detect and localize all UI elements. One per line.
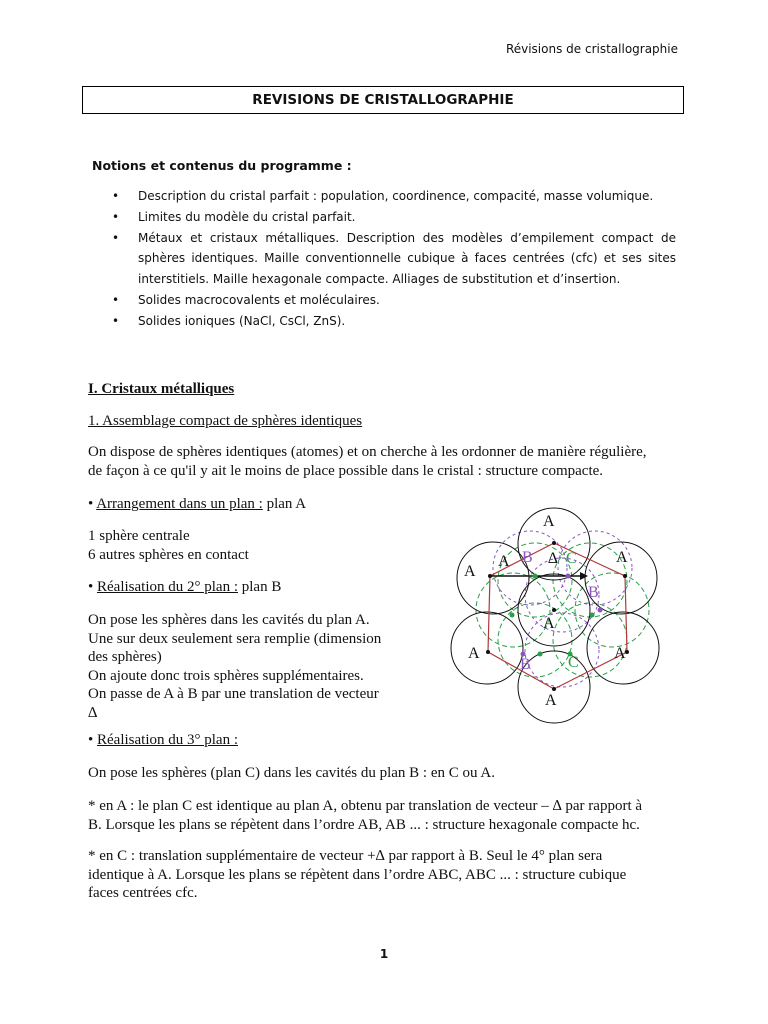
text-line: des sphères) [88,649,162,665]
label-delta: ∆ [548,550,558,567]
label-b: B [522,549,533,566]
plan-a-value: plan A [262,496,307,512]
running-header: Révisions de cristallographie [505,42,678,56]
plan-a-text [88,527,249,564]
programme-item: • Description du cristal parfait : population, coordinence, compacité, masse volumique. [112,186,676,207]
intro-line: de façon à ce qu'il y ait le moins de place possible dans le cristal : structure compacte. [88,462,604,479]
intro-line: On dispose de sphères identiques (atomes) et on cherche à les ordonner de manière régulière, [88,444,647,460]
dot [566,574,571,579]
dot [486,650,490,654]
plan-c-en-c [88,847,678,903]
dot [590,613,595,618]
bullet: • [88,732,98,748]
programme-item: • Solides macrocovalents et moléculaires. [112,290,676,311]
plan-c-heading [88,731,238,750]
plan-c-layer [493,531,632,687]
text-line: * en A : le plan C est identique au plan A, obtenu par translation de vecteur – ∆ par rapport à [88,798,643,814]
dot [623,574,627,578]
plan-c-intro: On pose les sphères (plan C) dans les cavités du plan B : en C ou A. [88,765,496,781]
dot [552,608,556,612]
arrow-head-icon [580,572,588,580]
sphere-packing-figure [440,500,670,750]
programme-list [112,186,676,332]
text-line: On passe de A à B par une translation de vecteur [88,686,379,702]
text-line: faces centrées cfc. [88,885,198,901]
text-line: * en C : translation supplémentaire de vecteur +∆ par rapport à B. Seul le 4° plan sera [88,848,603,864]
bullet: • [88,496,97,512]
programme-item: • Limites du modèle du cristal parfait. [112,207,676,228]
dot [538,652,543,657]
dot [552,541,556,545]
section-title: I. Cristaux métalliques [88,381,235,397]
dot [552,687,556,691]
text-line: Une sur deux seulement sera remplie (dimension [88,630,382,647]
label-a: A [468,645,480,662]
text-line: On pose les sphères dans les cavités du plan A. [88,612,370,628]
plan-b-text [88,611,408,722]
plan-a-label: Arrangement dans un plan : [96,496,263,512]
label-a: A [616,549,628,566]
label-a: A [543,513,555,530]
bullet: • [88,579,98,595]
dot [625,650,629,654]
plan-b-heading [88,578,281,597]
label-c: C [566,550,577,567]
dot [510,613,515,618]
programme-item: • Solides ioniques (NaCl, CsCl, ZnS). [112,311,676,332]
dot [488,574,492,578]
label-a: A [614,645,626,662]
text-line: 6 autres sphères en contact [88,546,249,563]
label-c: C [568,654,579,671]
page-number: 1 [379,947,389,961]
plan-a-heading [88,495,306,514]
programme-item: • Métaux et cristaux métalliques. Description des modèles d’empilement compact de sphères identiques. Maille conventionnelle cubique à faces centrées (cfc) et ses sites interstitiels. Maille hexagonale compacte. Alliages de substitution et d’insertion. [112,228,676,290]
text-line: On ajoute donc trois sphères supplémentaires. [88,667,364,684]
text-line: 1 sphère centrale [88,528,190,544]
text-line: B. Lorsque les plans se répètent dans l’ordre AB, AB ... : structure hexagonale compacte hc. [88,816,640,833]
label-a: A [543,615,555,632]
dot [533,574,538,579]
plan-a-layer [451,508,659,723]
plan-c-label: Réalisation du 3° plan : [97,732,238,748]
programme-heading: Notions et contenus du programme : [92,158,352,173]
plan-a-sphere [451,612,523,684]
subsection-title: 1. Assemblage compact de sphères identiques [88,413,363,429]
label-a: A [498,553,510,570]
plan-b-label: Réalisation du 2° plan : [97,579,238,595]
plan-c-en-a [88,797,678,834]
document-title: REVISIONS DE CRISTALLOGRAPHIE [82,86,684,114]
text-line: identique à A. Lorsque les plans se répètent dans l’ordre ABC, ABC ... : structure cubique [88,866,627,883]
label-a: A [464,563,476,580]
label-b: B [588,584,599,601]
label-a: A [545,692,557,709]
plan-b-value: plan B [238,579,282,595]
intro-paragraph [88,443,678,480]
dot [598,608,603,613]
delta-symbol: ∆ [88,704,98,721]
label-b: B [520,656,531,673]
